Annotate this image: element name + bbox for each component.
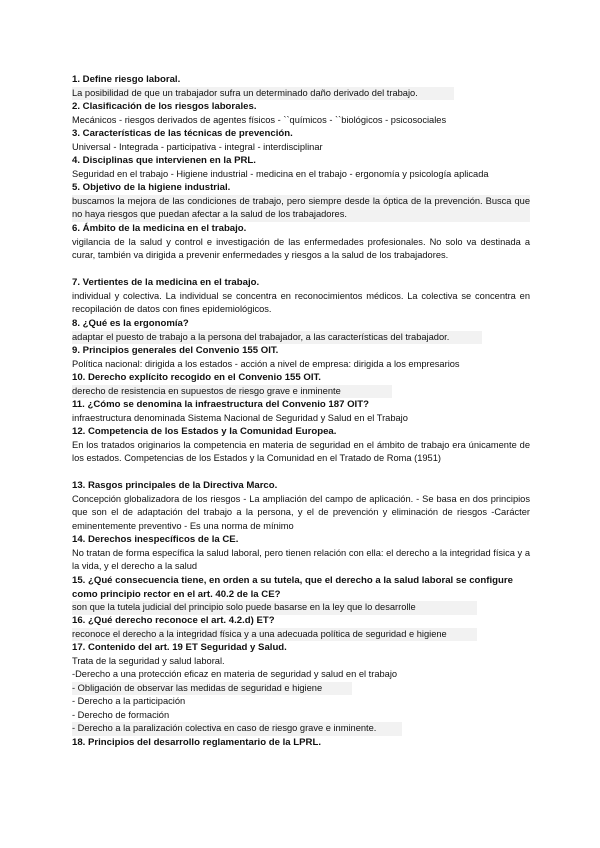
answer-text: Mecánicos - riesgos derivados de agentes físicos - ``químicos - ``biológicos - psicosociales [72, 114, 447, 125]
answer-text: Concepción globalizadora de los riesgos - La ampliación del campo de aplicación. - Se basa en dos principios que son el de adaptación del trabajo a la persona, y el de prevención y eliminación de riesgos -Carácter eminentemente preventivo - Es una norma de mínimo [72, 493, 530, 531]
question-title: 14. Derechos inespecíficos de la CE. [72, 534, 239, 545]
question-5 [72, 181, 530, 222]
question-14 [72, 533, 530, 574]
question-17 [72, 641, 530, 736]
question-title: 3. Características de las técnicas de prevención. [72, 128, 293, 139]
answer-text: No tratan de forma específica la salud laboral, pero tienen relación con ella: el derecho a la integridad física y a la vida, y el derecho a la salud [72, 547, 530, 571]
question-title: 8. ¿Qué es la ergonomía? [72, 318, 189, 329]
question-10 [72, 371, 530, 398]
question-15 [72, 574, 530, 615]
question-11 [72, 398, 530, 425]
question-12 [72, 425, 530, 466]
answer-text: infraestructura denominada Sistema Nacional de Seguridad y Salud en el Trabajo [72, 412, 408, 423]
question-4 [72, 154, 530, 181]
answer-text: individual y colectiva. La individual se concentra en reconocimientos médicos. La colectiva se concentra en recopilación de datos con fines epidemiológicos. [72, 290, 530, 314]
answer-text: adaptar el puesto de trabajo a la persona del trabajador, a las características del trabajador. [72, 331, 482, 345]
question-title: 15. ¿Qué consecuencia tiene, en orden a su tutela, que el derecho a la salud laboral se configure como principio rector en el art. 40.2 de la CE? [72, 575, 513, 600]
question-16 [72, 614, 530, 641]
question-6 [72, 222, 530, 263]
answer-line: - Derecho a la participación [72, 696, 186, 706]
answer-line: Trata de la seguridad y salud laboral. [72, 655, 225, 666]
question-18 [72, 736, 530, 750]
question-title: 6. Ámbito de la medicina en el trabajo. [72, 223, 247, 234]
question-title: 17. Contenido del art. 19 ET Seguridad y Salud. [72, 642, 287, 653]
answer-text: son que la tutela judicial del principio solo puede basarse en la ley que lo desarrolle [72, 601, 477, 615]
question-title: 1. Define riesgo laboral. [72, 74, 181, 85]
question-7 [72, 276, 530, 317]
question-2 [72, 100, 530, 127]
answer-line: - Obligación de observar las medidas de seguridad e higiene [72, 682, 352, 696]
question-title: 16. ¿Qué derecho reconoce el art. 4.2.d) ET? [72, 615, 275, 626]
answer-text: En los tratados originarios la competencia en materia de seguridad en el ámbito de trabajo era únicamente de los estados. Competencias de los Estados y la Comunidad en el Tratado de Roma (1951) [72, 439, 530, 463]
answer-line: -Derecho a una protección eficaz en materia de seguridad y salud en el trabajo [72, 669, 398, 679]
question-title: 10. Derecho explícito recogido en el Convenio 155 OIT. [72, 372, 321, 383]
question-9 [72, 344, 530, 371]
answer-line: - Derecho de formación [72, 709, 170, 720]
question-title: 9. Principios generales del Convenio 155 OIT. [72, 345, 279, 356]
question-title: 18. Principios del desarrollo reglamentario de la LPRL. [72, 737, 321, 748]
answer-text: vigilancia de la salud y control e investigación de las enfermedades profesionales. No solo va destinada a curar, también va dirigida a prevenir enfermedades y riesgos a la salud de los trabajadores. [72, 236, 530, 260]
question-13 [72, 479, 530, 533]
question-title: 7. Vertientes de la medicina en el trabajo. [72, 277, 260, 288]
answer-text: Seguridad en el trabajo - Higiene industrial - medicina en el trabajo - ergonomía y psicología aplicada [72, 168, 489, 179]
question-3 [72, 127, 530, 154]
question-title: 4. Disciplinas que intervienen en la PRL. [72, 155, 256, 166]
question-8 [72, 317, 530, 344]
answer-text: Universal - Integrada - participativa - integral - interdisciplinar [72, 141, 323, 152]
answer-text: reconoce el derecho a la integridad física y a una adecuada política de seguridad e higiene [72, 628, 477, 642]
question-1 [72, 73, 530, 100]
question-title: 12. Competencia de los Estados y la Comunidad Europea. [72, 426, 337, 437]
question-title: 2. Clasificación de los riesgos laborales. [72, 101, 257, 112]
answer-text: La posibilidad de que un trabajador sufra un determinado daño derivado del trabajo. [72, 87, 454, 101]
question-title: 11. ¿Cómo se denomina la infraestructura del Convenio 187 OIT? [72, 399, 369, 410]
answer-text: buscamos la mejora de las condiciones de trabajo, pero siempre desde la óptica de la prevención. Busca que no haya riesgos que puedan afectar a la salud de los trabajadores. [72, 195, 530, 222]
question-title: 5. Objetivo de la higiene industrial. [72, 182, 231, 193]
answer-text: derecho de resistencia en supuestos de riesgo grave e inminente [72, 385, 392, 399]
answer-line: - Derecho a la paralización colectiva en caso de riesgo grave e inminente. [72, 722, 402, 736]
question-title: 13. Rasgos principales de la Directiva Marco. [72, 480, 278, 491]
answer-text: Política nacional: dirigida a los estados - acción a nivel de empresa: dirigida a los empresarios [72, 358, 460, 369]
